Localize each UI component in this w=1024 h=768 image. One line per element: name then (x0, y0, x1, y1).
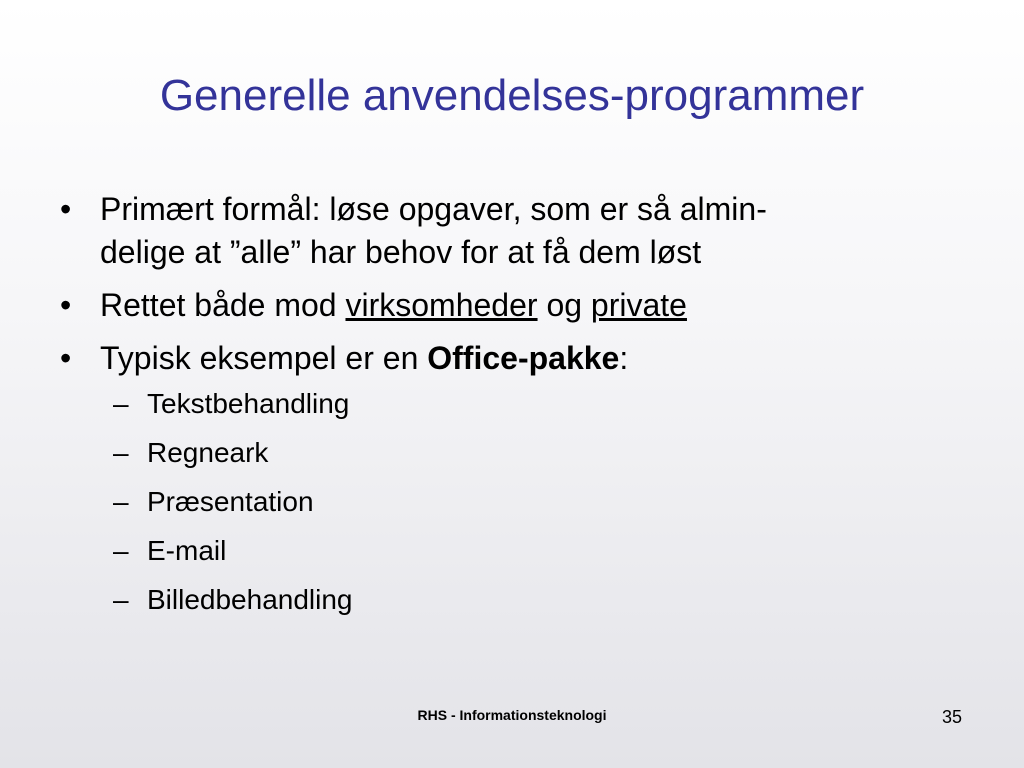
bullet-text-line: delige at ”alle” har behov for at få dem løst (100, 234, 702, 270)
link-virksomheder[interactable]: virksomheder (345, 287, 538, 323)
bullet-text: Rettet både mod (100, 287, 346, 323)
sub-list-item (60, 584, 960, 616)
sub-list-item-label: Billedbehandling (147, 584, 353, 615)
slide-footer: RHS - Informationsteknologi (417, 707, 607, 723)
bullet-item (60, 337, 960, 380)
bullet-text: : (619, 340, 629, 376)
bullet-item (60, 284, 960, 327)
bullet-item (60, 188, 960, 274)
page-number: 35 (941, 707, 962, 727)
slide-title: Generelle anvendelses-programmer (159, 71, 865, 120)
sub-list (60, 388, 960, 616)
bullet-marker: • (60, 340, 72, 376)
sub-list-item (60, 437, 960, 469)
link-private[interactable]: private (590, 287, 687, 323)
bullet-marker: • (60, 191, 72, 227)
dash-marker: – (113, 584, 129, 615)
sub-list-item-label: Præsentation (147, 486, 314, 517)
dash-marker: – (113, 486, 129, 517)
sub-list-item-label: Regneark (147, 437, 269, 468)
dash-marker: – (113, 437, 129, 468)
sub-list-item-label: Tekstbehandling (147, 388, 350, 419)
bullet-bold-text: Office-pakke (427, 340, 620, 376)
slide-body (60, 188, 960, 633)
sub-list-item (60, 486, 960, 518)
dash-marker: – (113, 388, 129, 419)
sub-list-item (60, 388, 960, 420)
bullet-text: og (537, 287, 591, 323)
dash-marker: – (113, 535, 129, 566)
sub-list-item (60, 535, 960, 567)
bullet-marker: • (60, 287, 72, 323)
sub-list-item-label: E-mail (147, 535, 227, 566)
bullet-text-line: Primært formål: løse opgaver, som er så almin- (100, 191, 767, 227)
bullet-text: Typisk eksempel er en (100, 340, 428, 376)
